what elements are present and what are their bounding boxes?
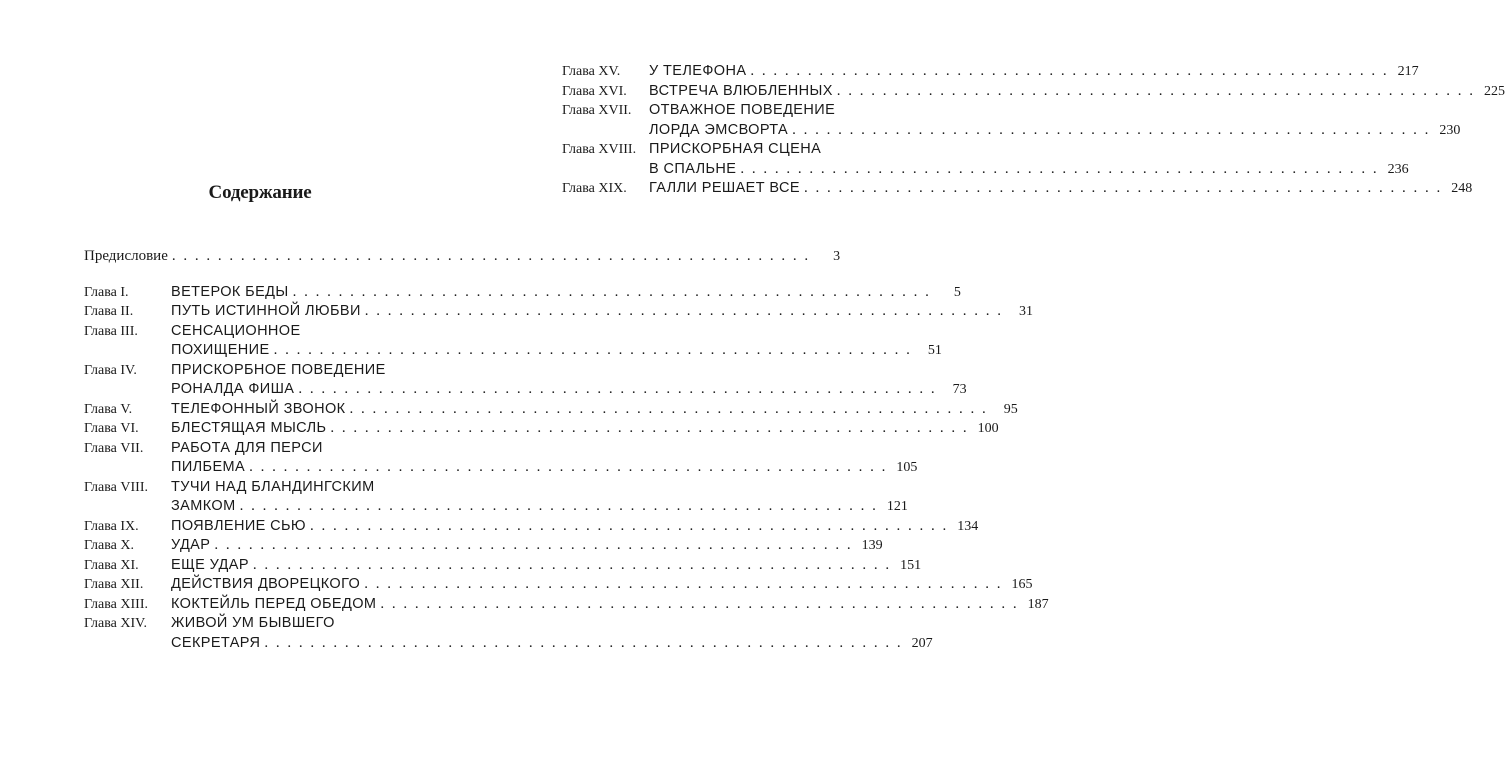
chapter-title: ПРИСКОРБНАЯ СЦЕНА — [649, 141, 822, 157]
chapter-number: Глава IX. — [84, 518, 139, 534]
chapter-number: Глава V. — [84, 401, 133, 417]
toc-entry — [84, 400, 1018, 420]
toc-entry — [562, 179, 1473, 199]
page-number: 207 — [911, 635, 933, 651]
chapter-title: ЖИВОЙ УМ БЫВШЕГО — [171, 615, 335, 631]
chapter-number: Глава XVII. — [562, 103, 632, 118]
chapter-title: ГАЛЛИ РЕШАЕТ ВСЕ — [649, 180, 800, 196]
toc-entry — [84, 595, 1049, 615]
page-number: 230 — [1439, 122, 1461, 138]
toc-entry — [562, 82, 1505, 102]
chapter-title: ПИЛБЕМА — [171, 459, 246, 475]
page-number: 217 — [1397, 64, 1419, 79]
page-number: 134 — [957, 518, 979, 534]
preface-label: Предисловие — [84, 248, 168, 264]
chapter-number: Глава VII. — [84, 440, 144, 456]
toc-entry — [84, 283, 961, 303]
chapter-number: Глава III. — [84, 323, 138, 339]
chapter-number: Глава XI. — [84, 557, 139, 573]
page-number: 121 — [886, 499, 908, 514]
chapter-title: СЕНСАЦИОННОЕ — [171, 322, 301, 339]
toc-entry — [84, 322, 942, 361]
chapter-title: ТУЧИ НАД БЛАНДИНГСКИМ — [171, 478, 375, 495]
toc-entry — [84, 556, 922, 576]
chapter-title: ПРИСКОРБНОЕ ПОВЕДЕНИЕ — [171, 361, 386, 378]
page-number: 95 — [1003, 401, 1018, 417]
chapter-number: Глава XIX. — [562, 181, 627, 196]
chapter-title: РОНАЛДА ФИША — [171, 381, 295, 397]
page-number: 151 — [900, 557, 922, 573]
toc-entry — [84, 575, 1033, 595]
chapter-title: КОКТЕЙЛЬ ПЕРЕД ОБЕДОМ — [171, 595, 377, 612]
chapter-number: Глава XVI. — [562, 83, 627, 99]
chapter-number: Глава X. — [84, 538, 134, 553]
chapter-number: Глава XII. — [84, 577, 144, 592]
toc-entry — [84, 478, 908, 517]
page-number: 105 — [896, 460, 918, 475]
toc-entry — [84, 614, 933, 653]
chapter-title: УДАР — [171, 537, 211, 553]
chapter-title: ВСТРЕЧА ВЛЮБЛЕННЫХ — [649, 82, 833, 99]
page-number: 73 — [952, 382, 967, 397]
page-number: 5 — [953, 284, 961, 300]
toc-title: Содержание — [208, 182, 312, 203]
chapter-title: ПОХИЩЕНИЕ — [171, 342, 270, 358]
page-number: 51 — [927, 343, 942, 358]
chapter-title: РАБОТА ДЛЯ ПЕРСИ — [171, 439, 323, 456]
chapter-title: ПУТЬ ИСТИННОЙ ЛЮБВИ — [171, 303, 361, 319]
page-number: 139 — [861, 538, 883, 553]
chapter-number: Глава VI. — [84, 421, 139, 436]
chapter-title: У ТЕЛЕФОНА — [649, 63, 747, 79]
chapter-number: Глава IV. — [84, 362, 137, 378]
chapter-title: ДЕЙСТВИЯ ДВОРЕЦКОГО — [171, 576, 361, 592]
toc-entry — [84, 361, 967, 400]
page-number: 187 — [1027, 596, 1049, 612]
toc-list-right — [562, 62, 1505, 199]
toc-entry — [84, 517, 979, 537]
chapter-title: В СПАЛЬНЕ — [649, 160, 737, 177]
page-number: 165 — [1011, 577, 1033, 592]
page-number: 225 — [1484, 83, 1505, 99]
chapter-list — [84, 283, 1049, 654]
chapter-title: ТЕЛЕФОННЫЙ ЗВОНОК — [171, 400, 346, 417]
chapter-number: Глава I. — [84, 284, 129, 300]
page-number: 248 — [1451, 181, 1473, 196]
toc-entry — [84, 439, 918, 478]
toc-entry — [84, 419, 999, 439]
chapter-title: СЕКРЕТАРЯ — [171, 634, 261, 651]
chapter-title: ЗАМКОМ — [171, 498, 236, 514]
chapter-number: Глава II. — [84, 304, 134, 319]
toc-entry — [562, 140, 1409, 179]
page-number: 100 — [977, 421, 999, 436]
chapter-title: ВЕТЕРОК БЕДЫ — [171, 283, 289, 300]
chapter-title: ЛОРДА ЭМСВОРТА — [649, 121, 789, 138]
page-number: 31 — [1019, 304, 1034, 319]
preface-page: 3 — [833, 249, 841, 264]
chapter-title: БЛЕСТЯЩАЯ МЫСЛЬ — [171, 420, 327, 436]
chapter-number: Глава VIII. — [84, 479, 148, 495]
toc-entry — [562, 101, 1461, 140]
toc-list-left — [84, 247, 1049, 653]
chapter-number: Глава XVIII. — [562, 142, 637, 157]
chapter-title: ЕЩЕ УДАР — [171, 556, 249, 573]
chapter-number: Глава XIII. — [84, 596, 148, 612]
toc-preface — [84, 247, 841, 267]
chapter-number: Глава XV. — [562, 64, 621, 79]
chapter-list — [562, 62, 1505, 199]
toc-entry — [562, 62, 1419, 82]
chapter-number: Глава XIV. — [84, 616, 147, 631]
toc-entry — [84, 302, 1034, 322]
chapter-title: ПОЯВЛЕНИЕ СЬЮ — [171, 517, 306, 534]
page-number: 236 — [1387, 161, 1409, 177]
toc-entry — [84, 536, 883, 556]
chapter-title: ОТВАЖНОЕ ПОВЕДЕНИЕ — [649, 102, 836, 118]
